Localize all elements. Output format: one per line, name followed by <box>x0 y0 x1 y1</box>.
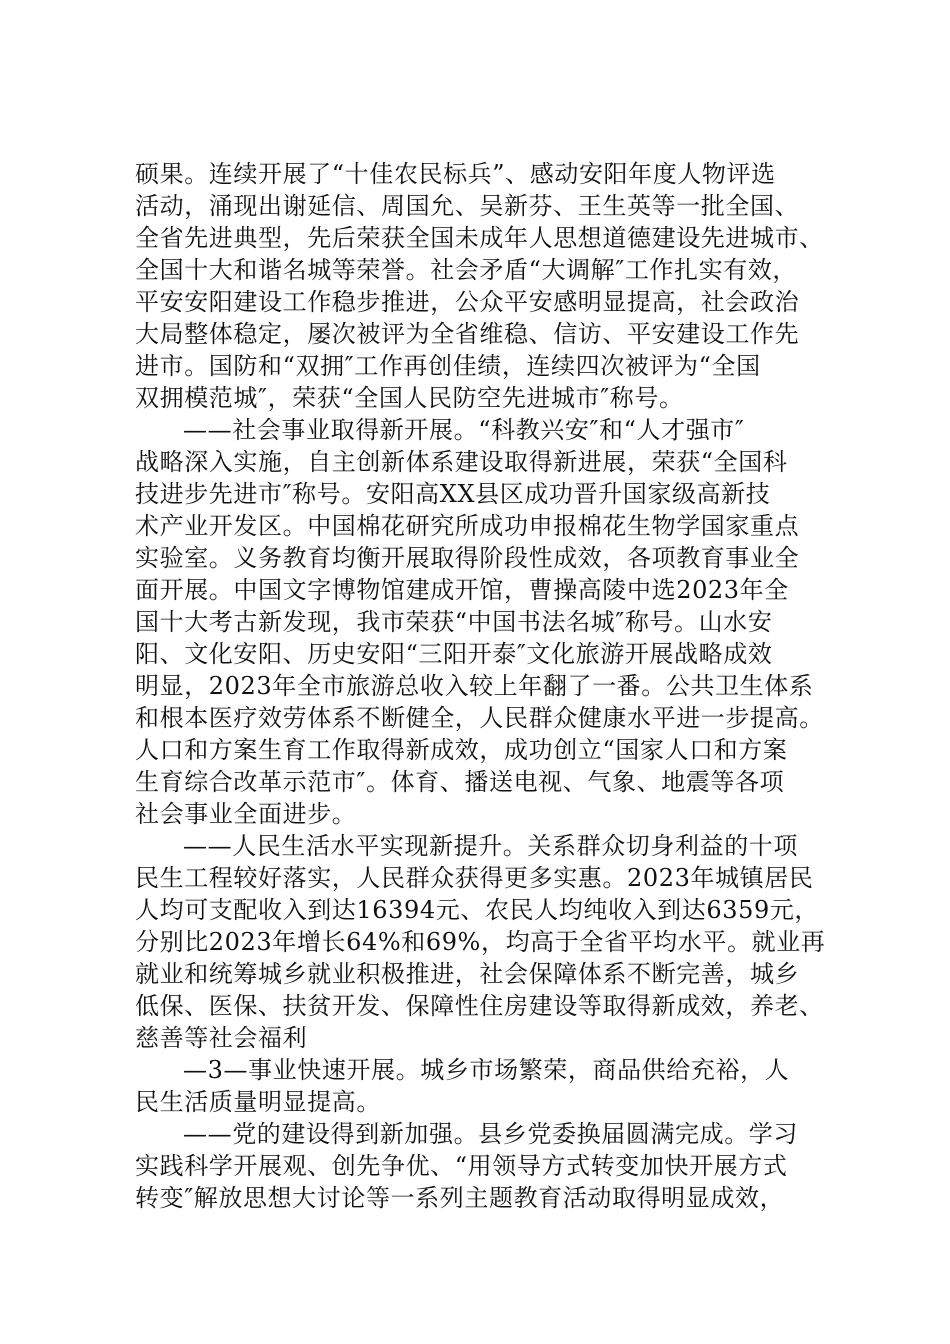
text-line: 大局整体稳定，屡次被评为全省维稳、信访、平安建设工作先 <box>135 320 800 348</box>
text-line: 民生活质量明显提高。 <box>135 1088 381 1116</box>
text-line: 双拥模范城″，荣获“全国人民防空先进城市″称号。 <box>135 384 684 412</box>
body-text <box>135 158 835 1214</box>
text-line: —3—事业快速开展。城乡市场繁荣，商品供给充裕，人 <box>183 1056 790 1084</box>
text-line: 慈善等社会福利 <box>135 1024 308 1052</box>
text-line: 国十大考古新发现，我市荣获“中国书法名城″称号。山水安 <box>135 608 773 636</box>
text-line: 分别比2023年增长64%和69%，均高于全省平均水平。就业再 <box>135 928 826 956</box>
text-line: 阳、文化安阳、历史安阳“三阳开泰″文化旅游开展战略成效 <box>135 640 773 668</box>
text-line: 活动，涌现出谢延信、周国允、吴新芬、王生英等一批全国、 <box>135 192 800 220</box>
text-line: 人均可支配收入到达16394元、农民人均纯收入到达6359元， <box>135 896 820 924</box>
text-line: 实验室。义务教育均衡开展取得阶段性成效，各项教育事业全 <box>135 544 800 572</box>
text-line: ——人民生活水平实现新提升。关系群众切身利益的十项 <box>183 832 798 860</box>
text-line: 就业和统筹城乡就业积极推进，社会保障体系不断完善，城乡 <box>135 960 800 988</box>
text-line: 低保、医保、扶贫开发、保障性住房建设等取得新成效，养老、 <box>135 992 824 1020</box>
text-line: 术产业开发区。中国棉花研究所成功申报棉花生物学国家重点 <box>135 512 800 540</box>
text-line: 实践科学开展观、创先争优、“用领导方式转变加快开展方式 <box>135 1152 788 1180</box>
text-line: 人口和方案生育工作取得新成效，成功创立“国家人口和方案 <box>135 736 788 764</box>
text-line: 战略深入实施，自主创新体系建设取得新进展，荣获“全国科 <box>135 448 788 476</box>
text-line: 和根本医疗效劳体系不断健全，人民群众健康水平进一步提高。 <box>135 704 824 732</box>
text-line: 社会事业全面进步。 <box>135 800 357 828</box>
text-line: 全省先进典型，先后荣获全国未成年人思想道德建设先进城市、 <box>135 224 824 252</box>
text-line: 转变″解放思想大讨论等一系列主题教育活动取得明显成效， <box>135 1184 785 1212</box>
text-line: 面开展。中国文字博物馆建成开馆，曹操高陵中选2023年全 <box>135 576 789 604</box>
text-line: ——社会事业取得新开展。“科教兴安″和“人才强市″ <box>183 416 745 444</box>
text-line: 生育综合改革示范市″。体育、播送电视、气象、地震等各项 <box>135 768 785 796</box>
text-line: 民生工程较好落实，人民群众获得更多实惠。2023年城镇居民 <box>135 864 814 892</box>
text-line: 硕果。连续开展了“十佳农民标兵”、感动安阳年度人物评选 <box>135 160 776 188</box>
text-line: 全国十大和谐名城等荣誉。社会矛盾“大调解″工作扎实有效， <box>135 256 798 284</box>
text-line: 平安安阳建设工作稳步推进，公众平安感明显提高，社会政治 <box>135 288 800 316</box>
text-line: ——党的建设得到新加强。县乡党委换届圆满完成。学习 <box>183 1120 798 1148</box>
text-line: 进市。国防和“双拥″工作再创佳绩，连续四次被评为“全国 <box>135 352 761 380</box>
text-line: 技进步先进市″称号。安阳高XX县区成功晋升国家级高新技 <box>135 480 771 508</box>
text-line: 明显，2023年全市旅游总收入较上年翻了一番。公共卫生体系 <box>135 672 814 700</box>
